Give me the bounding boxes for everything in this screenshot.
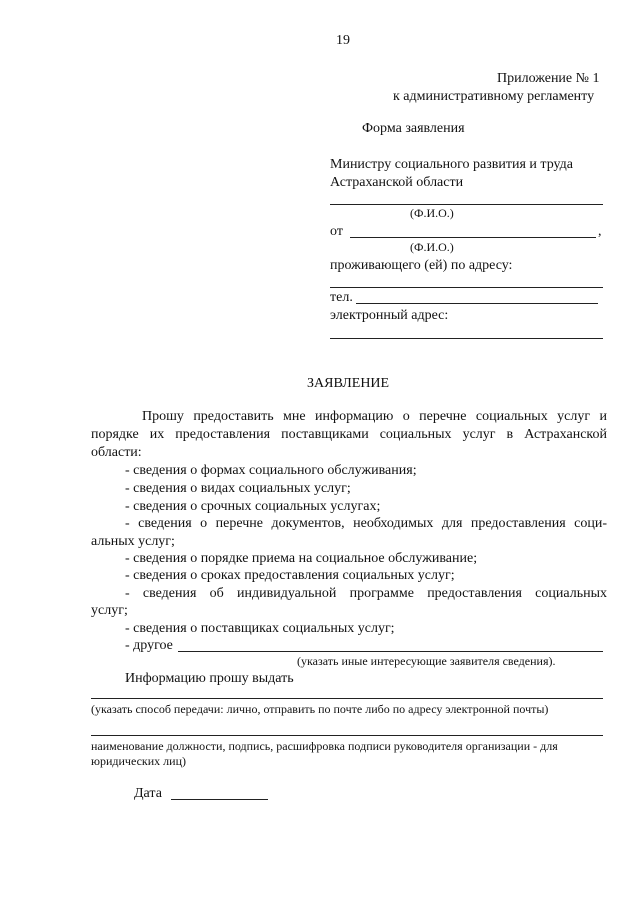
regulation-label: к административному регламенту xyxy=(393,89,595,104)
address-line[interactable] xyxy=(330,287,603,288)
other-hint: (указать иные интересующие заявителя сведения). xyxy=(297,654,556,668)
list-item-documents-cont: альных услуг; xyxy=(91,534,175,549)
fio-hint-2: (Ф.И.О.) xyxy=(410,240,454,254)
issue-label: Информацию прошу выдать xyxy=(125,671,294,686)
list-item-program: - сведения об индивидуальной программе предоставления социальных xyxy=(125,586,607,601)
date-line[interactable] xyxy=(171,799,268,800)
list-item-terms: - сведения о сроках предоставления социальных услуг; xyxy=(125,568,455,583)
list-item-other: - другое xyxy=(125,638,173,653)
applicant-fio-line[interactable] xyxy=(350,237,596,238)
addressee-line-2: Астраханской области xyxy=(330,175,464,190)
list-item-types: - сведения о видах социальных услуг; xyxy=(125,481,351,496)
list-item-program-cont: услуг; xyxy=(91,603,128,618)
address-label: проживающего (ей) по адресу: xyxy=(330,258,513,273)
position-hint-2: юридических лиц) xyxy=(91,754,186,768)
from-label: от xyxy=(330,224,343,239)
phone-line[interactable] xyxy=(356,303,598,304)
method-line[interactable] xyxy=(91,698,603,699)
page-number: 19 xyxy=(336,33,350,48)
form-title: Форма заявления xyxy=(362,121,465,136)
intro-line-3: области: xyxy=(91,445,142,460)
method-hint: (указать способ передачи: лично, отправить по почте либо по адресу электронной почты) xyxy=(91,702,549,716)
appendix-label: Приложение № 1 xyxy=(497,71,600,86)
position-hint-1: наименование должности, подпись, расшифровка подписи руководителя организации - для xyxy=(91,739,558,753)
document-title: ЗАЯВЛЕНИЕ xyxy=(307,376,390,391)
phone-label: тел. xyxy=(330,290,353,305)
from-comma: , xyxy=(598,224,602,239)
intro-line-1: Прошу предоставить мне информацию о перечне социальных услуг и xyxy=(142,409,607,424)
fio-hint-1: (Ф.И.О.) xyxy=(410,206,454,220)
email-line[interactable] xyxy=(330,338,603,339)
list-item-forms: - сведения о формах социального обслуживания; xyxy=(125,463,417,478)
date-label: Дата xyxy=(134,786,162,801)
list-item-providers: - сведения о поставщиках социальных услуг; xyxy=(125,621,395,636)
email-label: электронный адрес: xyxy=(330,308,449,323)
other-line[interactable] xyxy=(178,651,603,652)
intro-line-2: порядке их предоставления поставщиками социальных услуг в Астраханской xyxy=(91,427,607,442)
list-item-urgent: - сведения о срочных социальных услугах; xyxy=(125,499,381,514)
list-item-documents: - сведения о перечне документов, необходимых для предоставления соци- xyxy=(125,516,607,531)
position-line[interactable] xyxy=(91,735,603,736)
list-item-admission: - сведения о порядке приема на социальное обслуживание; xyxy=(125,551,478,566)
recipient-fio-line[interactable] xyxy=(330,204,603,205)
addressee-line-1: Министру социального развития и труда xyxy=(330,157,573,172)
